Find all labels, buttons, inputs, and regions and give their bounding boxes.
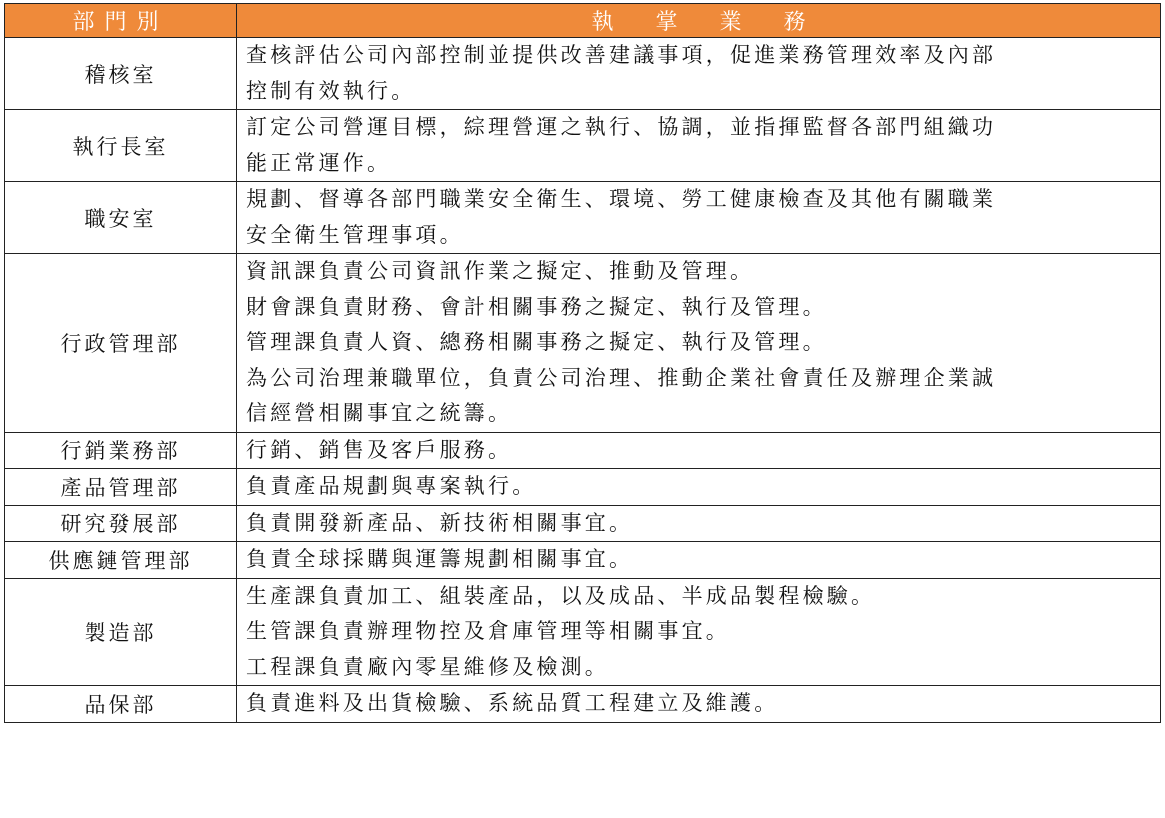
department-name-cell: 行銷業務部 (5, 432, 237, 469)
department-name-cell: 製造部 (5, 578, 237, 686)
duties-column-header: 執掌業務 (237, 4, 1161, 38)
duty-line: 規劃、督導各部門職業安全衛生、環境、勞工健康檢查及其他有關職業 (246, 187, 997, 211)
table-row (5, 542, 1161, 579)
duties-cell (237, 182, 1161, 254)
table-header-row (5, 4, 1161, 38)
department-duties-table-wrapper (4, 3, 1160, 723)
duty-line: 能正常運作。 (246, 150, 392, 175)
department-name-cell: 供應鏈管理部 (5, 542, 237, 579)
department-duties-table (4, 3, 1161, 723)
table-body (5, 38, 1161, 723)
department-name-cell: 職安室 (5, 182, 237, 254)
department-name-cell: 稽核室 (5, 38, 237, 110)
duty-line: 行銷、銷售及客戶服務。 (246, 437, 513, 462)
duty-line: 負責開發新產品、新技術相關事宜。 (246, 510, 634, 535)
duty-line: 為公司治理兼職單位，負責公司治理、推動企業社會責任及辦理企業誠 (246, 365, 997, 390)
duty-line: 生產課負責加工、組裝產品，以及成品、半成品製程檢驗。 (246, 583, 876, 608)
table-row (5, 254, 1161, 433)
duty-line: 生管課負責辦理物控及倉庫管理等相關事宜。 (246, 619, 730, 643)
duty-line: 管理課負責人資、總務相關事務之擬定、執行及管理。 (246, 330, 827, 354)
duty-line: 負責進料及出貨檢驗、系統品質工程建立及維護。 (246, 691, 779, 715)
department-name-cell: 研究發展部 (5, 505, 237, 542)
table-row (5, 505, 1161, 542)
duty-line: 資訊課負責公司資訊作業之擬定、推動及管理。 (246, 259, 755, 283)
department-name-cell: 行政管理部 (5, 254, 237, 433)
department-column-header: 部門別 (5, 4, 237, 38)
duties-cell (237, 38, 1161, 110)
table-row (5, 686, 1161, 723)
duty-line: 訂定公司營運目標，綜理營運之執行、協調，並指揮監督各部門組織功 (246, 115, 997, 139)
duties-cell (237, 686, 1161, 723)
duty-line: 控制有效執行。 (246, 78, 416, 103)
duties-cell (237, 110, 1161, 182)
table-row (5, 38, 1161, 110)
duty-line: 信經營相關事宜之統籌。 (246, 401, 513, 425)
duties-cell (237, 542, 1161, 579)
duties-cell (237, 469, 1161, 506)
duties-cell (237, 432, 1161, 469)
duties-cell (237, 578, 1161, 686)
table-row (5, 578, 1161, 686)
table-row (5, 432, 1161, 469)
duty-line: 負責產品規劃與專案執行。 (246, 474, 537, 498)
table-row (5, 182, 1161, 254)
table-row (5, 469, 1161, 506)
duty-line: 負責全球採購與運籌規劃相關事宜。 (246, 547, 634, 571)
duty-line: 安全衛生管理事項。 (246, 222, 464, 247)
table-row (5, 110, 1161, 182)
duties-cell (237, 254, 1161, 433)
duties-cell (237, 505, 1161, 542)
duty-line: 工程課負責廠內零星維修及檢測。 (246, 654, 609, 679)
department-name-cell: 執行長室 (5, 110, 237, 182)
department-name-cell: 品保部 (5, 686, 237, 723)
duty-line: 財會課負責財務、會計相關事務之擬定、執行及管理。 (246, 294, 827, 319)
duty-line: 查核評估公司內部控制並提供改善建議事項，促進業務管理效率及內部 (246, 43, 997, 67)
department-name-cell: 產品管理部 (5, 469, 237, 506)
